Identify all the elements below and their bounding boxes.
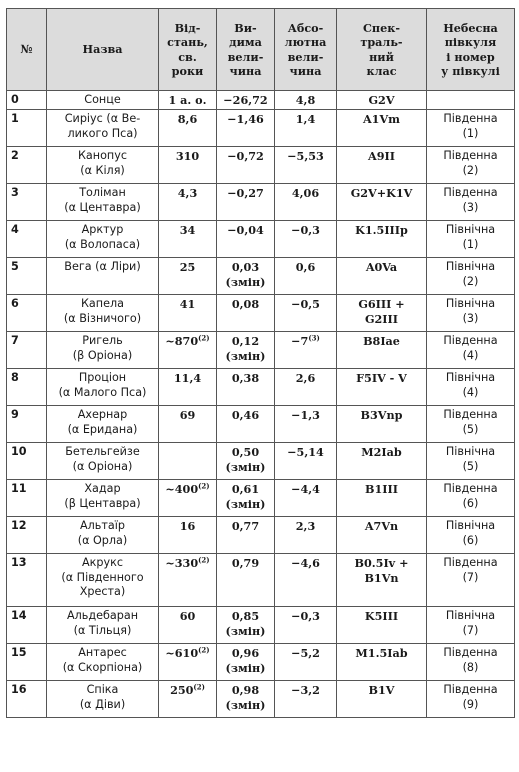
star-distance: 41 <box>159 295 217 332</box>
star-distance: 250$^{(2)}$ <box>159 681 217 718</box>
star-absolute-magnitude: 4,06 <box>275 184 337 221</box>
star-distance: 310 <box>159 147 217 184</box>
star-spectral-class: A0Va <box>337 258 427 295</box>
star-number: 13 <box>7 554 47 607</box>
star-hemisphere: Південна (3) <box>427 184 515 221</box>
star-name: Арктур (α Волопаса) <box>47 221 159 258</box>
star-row <box>7 554 515 607</box>
star-absolute-magnitude: 2,6 <box>275 369 337 406</box>
star-distance: ~330$^{(2)}$ <box>159 554 217 607</box>
star-hemisphere: Південна (6) <box>427 480 515 517</box>
star-name: Ригель (β Оріона) <box>47 332 159 369</box>
star-apparent-magnitude: 0,85 (змін) <box>217 607 275 644</box>
star-apparent-magnitude: 0,03 (змін) <box>217 258 275 295</box>
star-row <box>7 221 515 258</box>
star-spectral-class: M2Iab <box>337 443 427 480</box>
star-spectral-class: K1.5IIIp <box>337 221 427 258</box>
star-apparent-magnitude: 0,96 (змін) <box>217 644 275 681</box>
star-row <box>7 681 515 718</box>
star-apparent-magnitude: 0,50 (змін) <box>217 443 275 480</box>
star-name: Вега (α Ліри) <box>47 258 159 295</box>
star-spectral-class: F5IV - V <box>337 369 427 406</box>
star-apparent-magnitude: −0,27 <box>217 184 275 221</box>
star-absolute-magnitude: −5,14 <box>275 443 337 480</box>
star-absolute-magnitude: −0,5 <box>275 295 337 332</box>
star-hemisphere <box>427 91 515 110</box>
star-apparent-magnitude: 0,98 (змін) <box>217 681 275 718</box>
star-absolute-magnitude: 0,6 <box>275 258 337 295</box>
star-row <box>7 91 515 110</box>
star-hemisphere: Південна (7) <box>427 554 515 607</box>
star-absolute-magnitude: −3,2 <box>275 681 337 718</box>
star-spectral-class: A1Vm <box>337 110 427 147</box>
star-name: Канопус (α Кіля) <box>47 147 159 184</box>
star-row <box>7 184 515 221</box>
star-spectral-class: B1V <box>337 681 427 718</box>
star-hemisphere: Північна (3) <box>427 295 515 332</box>
star-distance: 1 а. о. <box>159 91 217 110</box>
star-name: Альтаїр (α Орла) <box>47 517 159 554</box>
star-hemisphere: Південна (1) <box>427 110 515 147</box>
star-spectral-class: K5III <box>337 607 427 644</box>
star-name: Акрукс (α Південного Хреста) <box>47 554 159 607</box>
star-name: Спіка (α Діви) <box>47 681 159 718</box>
star-number: 16 <box>7 681 47 718</box>
star-apparent-magnitude: 0,12 (змін) <box>217 332 275 369</box>
star-hemisphere: Північна (6) <box>427 517 515 554</box>
star-absolute-magnitude: 2,3 <box>275 517 337 554</box>
star-apparent-magnitude: −0,04 <box>217 221 275 258</box>
star-row <box>7 443 515 480</box>
star-name: Сиріус (α Ве- ликого Пса) <box>47 110 159 147</box>
star-spectral-class: A9II <box>337 147 427 184</box>
star-absolute-magnitude: −5,2 <box>275 644 337 681</box>
star-row <box>7 258 515 295</box>
star-name: Антарес (α Скорпіона) <box>47 644 159 681</box>
star-hemisphere: Північна (4) <box>427 369 515 406</box>
star-spectral-class: G6III + G2III <box>337 295 427 332</box>
star-row <box>7 480 515 517</box>
star-distance: ~400$^{(2)}$ <box>159 480 217 517</box>
star-spectral-class: B0.5Iv + B1Vn <box>337 554 427 607</box>
star-distance: 60 <box>159 607 217 644</box>
star-number: 8 <box>7 369 47 406</box>
star-number: 7 <box>7 332 47 369</box>
star-number: 11 <box>7 480 47 517</box>
stars-table-container <box>6 8 514 718</box>
header-hemisphere: Небесна півкуля і номер у півкулі <box>427 9 515 91</box>
star-apparent-magnitude: −0,72 <box>217 147 275 184</box>
star-absolute-magnitude: $-7^{(3)}$ <box>275 332 337 369</box>
star-apparent-magnitude: 0,38 <box>217 369 275 406</box>
star-spectral-class: G2V <box>337 91 427 110</box>
star-number: 4 <box>7 221 47 258</box>
star-spectral-class: G2V+K1V <box>337 184 427 221</box>
star-spectral-class: B3Vnp <box>337 406 427 443</box>
star-apparent-magnitude: 0,77 <box>217 517 275 554</box>
star-row <box>7 607 515 644</box>
star-name: Бетельгейзе (α Оріона) <box>47 443 159 480</box>
star-absolute-magnitude: −0,3 <box>275 607 337 644</box>
star-number: 5 <box>7 258 47 295</box>
star-distance: 4,3 <box>159 184 217 221</box>
star-number: 3 <box>7 184 47 221</box>
star-hemisphere: Північна (7) <box>427 607 515 644</box>
star-apparent-magnitude: 0,08 <box>217 295 275 332</box>
star-distance: ~610$^{(2)}$ <box>159 644 217 681</box>
star-row <box>7 110 515 147</box>
star-apparent-magnitude: −1,46 <box>217 110 275 147</box>
star-number: 9 <box>7 406 47 443</box>
star-spectral-class: B1III <box>337 480 427 517</box>
star-spectral-class: B8Iae <box>337 332 427 369</box>
star-hemisphere: Південна (8) <box>427 644 515 681</box>
header-apparent-magnitude: Ви- дима вели- чина <box>217 9 275 91</box>
star-number: 6 <box>7 295 47 332</box>
star-absolute-magnitude: 4,8 <box>275 91 337 110</box>
star-hemisphere: Південна (9) <box>427 681 515 718</box>
star-distance: 25 <box>159 258 217 295</box>
star-name: Проціон (α Малого Пса) <box>47 369 159 406</box>
star-distance: 69 <box>159 406 217 443</box>
header-row <box>7 9 515 91</box>
header-name: Назва <box>47 9 159 91</box>
star-apparent-magnitude: −26,72 <box>217 91 275 110</box>
star-distance <box>159 443 217 480</box>
star-row <box>7 295 515 332</box>
star-number: 0 <box>7 91 47 110</box>
star-apparent-magnitude: 0,61 (змін) <box>217 480 275 517</box>
star-number: 14 <box>7 607 47 644</box>
star-absolute-magnitude: −0,3 <box>275 221 337 258</box>
star-row <box>7 517 515 554</box>
star-name: Ахернар (α Еридана) <box>47 406 159 443</box>
star-hemisphere: Південна (2) <box>427 147 515 184</box>
star-hemisphere: Південна (5) <box>427 406 515 443</box>
star-distance: 16 <box>159 517 217 554</box>
star-row <box>7 332 515 369</box>
star-hemisphere: Північна (1) <box>427 221 515 258</box>
star-number: 2 <box>7 147 47 184</box>
star-absolute-magnitude: 1,4 <box>275 110 337 147</box>
star-spectral-class: M1.5Iab <box>337 644 427 681</box>
star-row <box>7 369 515 406</box>
star-name: Альдебаран (α Тільця) <box>47 607 159 644</box>
star-name: Толіман (α Центавра) <box>47 184 159 221</box>
star-number: 12 <box>7 517 47 554</box>
star-hemisphere: Північна (2) <box>427 258 515 295</box>
star-absolute-magnitude: −4,6 <box>275 554 337 607</box>
star-name: Капела (α Візничого) <box>47 295 159 332</box>
star-absolute-magnitude: −1,3 <box>275 406 337 443</box>
star-absolute-magnitude: −4,4 <box>275 480 337 517</box>
star-apparent-magnitude: 0,79 <box>217 554 275 607</box>
star-distance: 8,6 <box>159 110 217 147</box>
star-row <box>7 147 515 184</box>
star-name: Хадар (β Центавра) <box>47 480 159 517</box>
star-row <box>7 644 515 681</box>
star-hemisphere: Північна (5) <box>427 443 515 480</box>
star-name: Сонце <box>47 91 159 110</box>
brightest-stars-table <box>6 8 515 718</box>
star-spectral-class: A7Vn <box>337 517 427 554</box>
header-distance: Від- стань, св. роки <box>159 9 217 91</box>
header-spectral-class: Спек- траль- ний клас <box>337 9 427 91</box>
star-row <box>7 406 515 443</box>
star-number: 10 <box>7 443 47 480</box>
star-distance: 34 <box>159 221 217 258</box>
star-apparent-magnitude: 0,46 <box>217 406 275 443</box>
star-absolute-magnitude: −5,53 <box>275 147 337 184</box>
star-distance: 11,4 <box>159 369 217 406</box>
star-distance: ~870$^{(2)}$ <box>159 332 217 369</box>
header-number: № <box>7 9 47 91</box>
header-absolute-magnitude: Абсо- лютна вели- чина <box>275 9 337 91</box>
star-hemisphere: Південна (4) <box>427 332 515 369</box>
star-number: 15 <box>7 644 47 681</box>
star-number: 1 <box>7 110 47 147</box>
